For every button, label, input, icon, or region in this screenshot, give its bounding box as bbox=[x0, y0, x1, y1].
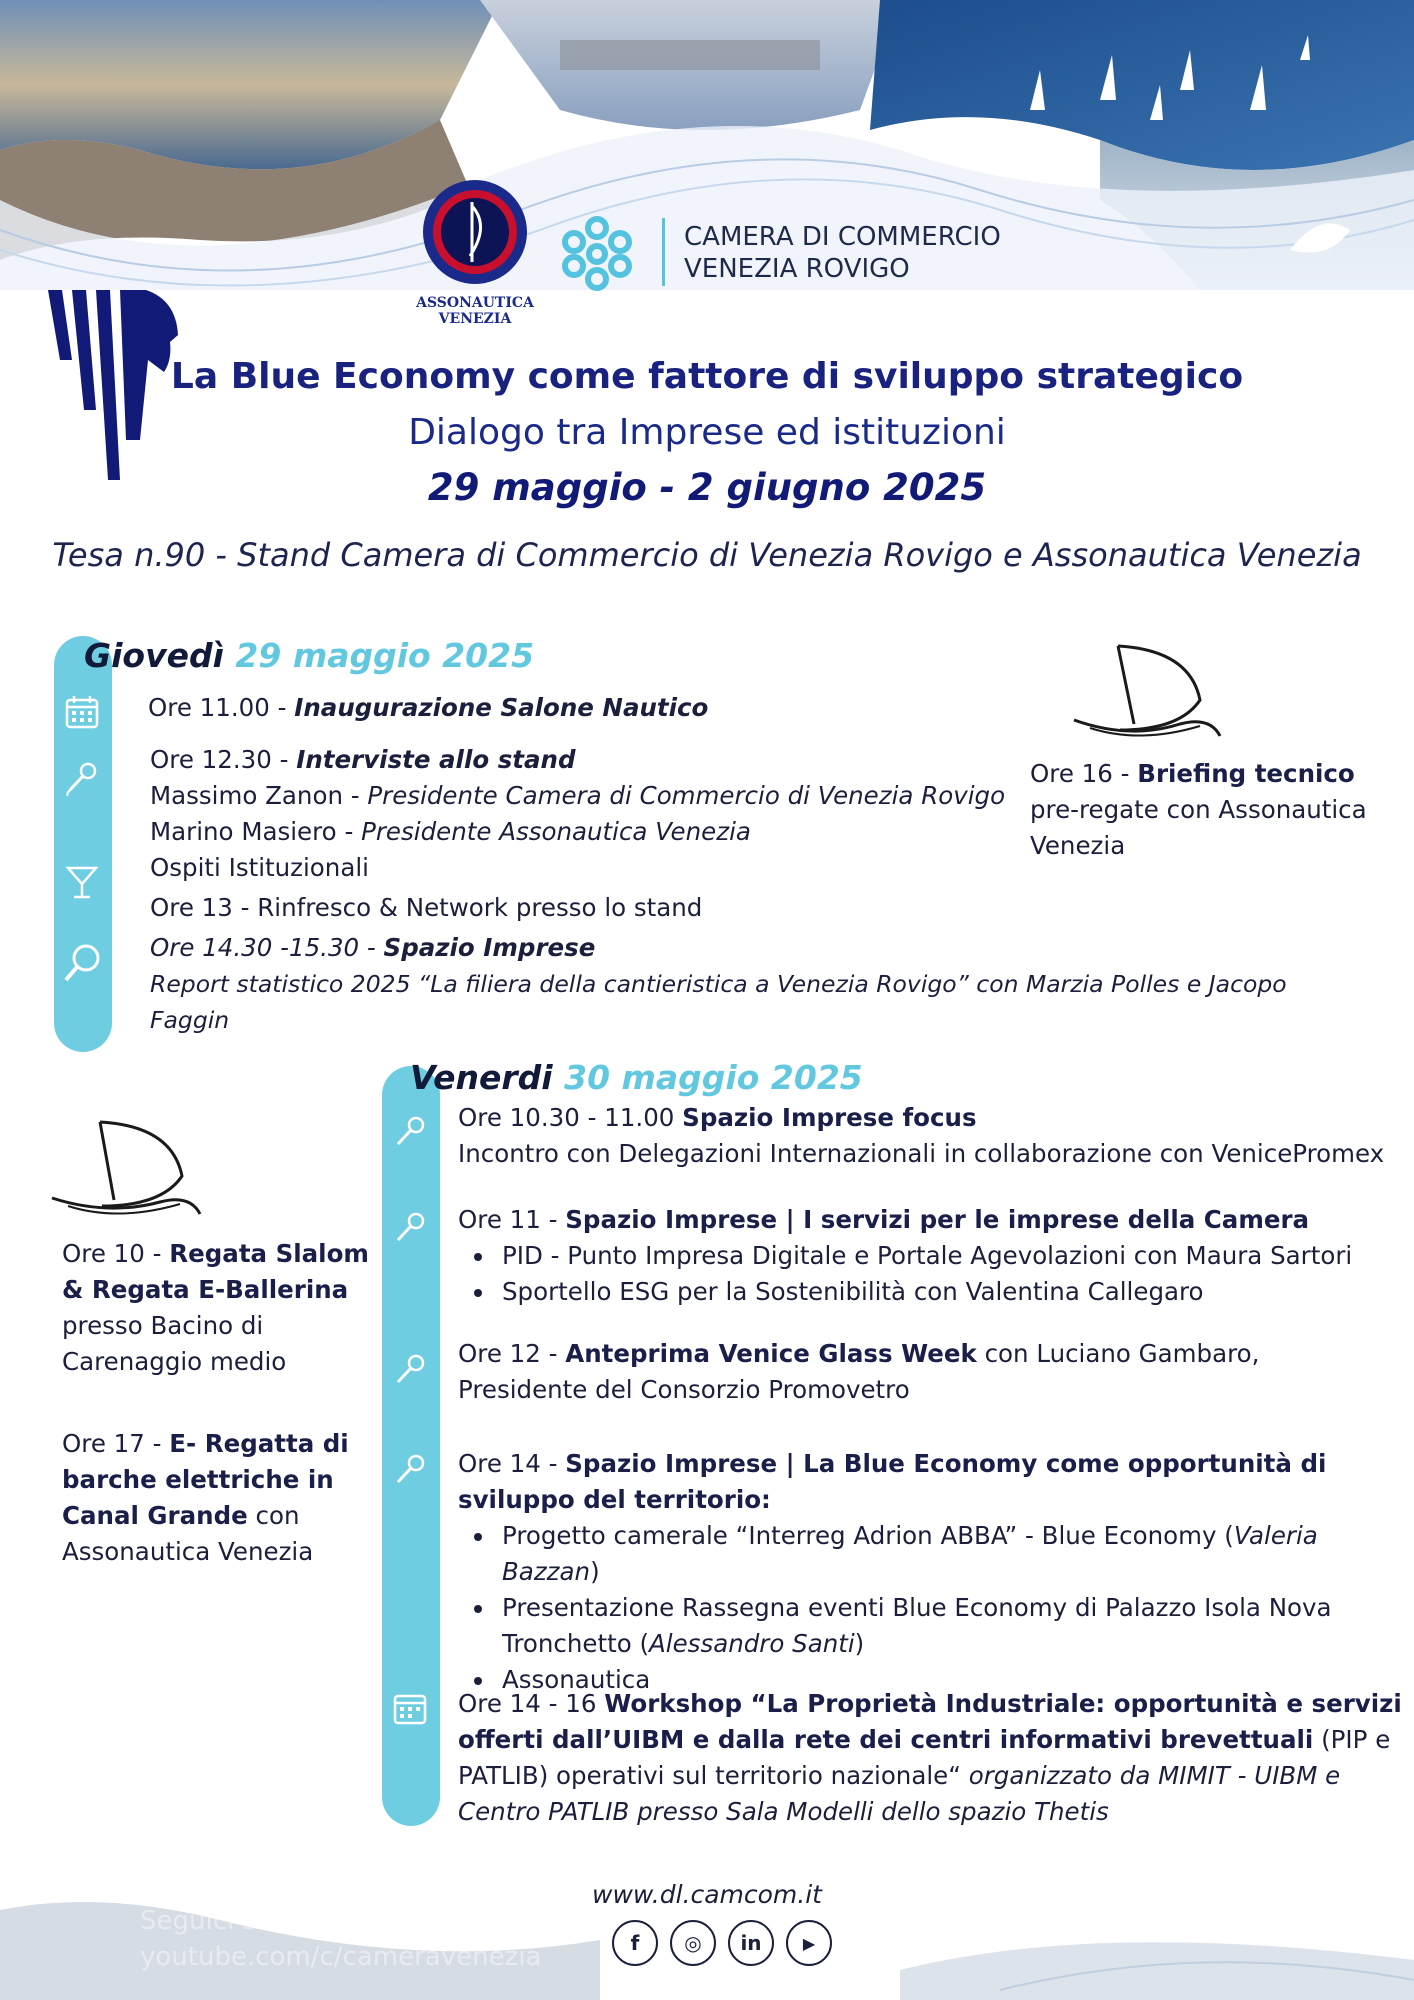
social-links bbox=[612, 1920, 832, 1966]
day2-heading bbox=[410, 1058, 863, 1097]
event-description: (PIP e PATLIB) operativi sul territorio nazionale“ bbox=[458, 1725, 1391, 1790]
event-time: Ore 11.00 - bbox=[148, 693, 295, 722]
day1-side-briefing bbox=[1030, 756, 1380, 864]
day1-weekday: Giovedì bbox=[84, 636, 224, 675]
day1-date: 29 maggio 2025 bbox=[235, 636, 535, 675]
event-description: con Assonautica Venezia bbox=[62, 1501, 314, 1566]
day2-left-regata-slalom bbox=[62, 1236, 372, 1380]
day2-event-workshop bbox=[458, 1686, 1408, 1830]
event-title: Spazio Imprese | La Blue Economy come opportunità di sviluppo del territorio: bbox=[458, 1449, 1327, 1514]
speaker-name: Massimo Zanon - bbox=[150, 781, 368, 810]
venue: Tesa n.90 - Stand Camera di Commercio di Venezia Rovigo e Assonautica Venezia bbox=[52, 536, 1362, 574]
assonautica-caption-2: VENEZIA bbox=[438, 311, 512, 327]
cocktail-glass-icon bbox=[64, 864, 100, 900]
logo-divider bbox=[662, 218, 665, 286]
event-time: Ore 11 - bbox=[458, 1205, 566, 1234]
event-title: Inaugurazione Salone Nautico bbox=[294, 693, 709, 722]
assonautica-caption-1: ASSONAUTICA bbox=[416, 295, 534, 311]
event-title: Anteprima Venice Glass Week bbox=[565, 1339, 977, 1368]
magnifier-icon bbox=[62, 942, 102, 986]
day1-event-interviste bbox=[150, 742, 1030, 886]
instagram-icon[interactable]: ◎ bbox=[670, 1920, 716, 1966]
day1-heading bbox=[84, 636, 534, 675]
event-title: Interviste allo stand bbox=[296, 745, 576, 774]
event-title: Spazio Imprese focus bbox=[682, 1103, 977, 1132]
linkedin-icon[interactable]: in bbox=[728, 1920, 774, 1966]
event-time: Ore 16 - bbox=[1030, 759, 1138, 788]
camera-line1: CAMERA DI COMMERCIO bbox=[684, 222, 1001, 252]
microphone-icon bbox=[392, 1452, 428, 1488]
speaker-role: Presidente Camera di Commercio di Venezia Rovigo bbox=[367, 781, 1006, 810]
list-item: PID - Punto Impresa Digitale e Portale Agevolazioni con Maura Sartori bbox=[502, 1238, 1398, 1274]
sailboat-icon bbox=[1070, 640, 1230, 750]
speaker-name: Valeria Bazzan bbox=[502, 1521, 1318, 1586]
list-item: Presentazione Rassegna eventi Blue Economy di Palazzo Isola Nova Tronchetto (Alessandro Santi) bbox=[502, 1590, 1408, 1662]
camera-commercio-logo bbox=[552, 212, 1032, 292]
event-time: Ore 10 - bbox=[62, 1239, 170, 1268]
list-item: Progetto camerale “Interreg Adrion ABBA” - Blue Economy (Valeria Bazzan) bbox=[502, 1518, 1408, 1590]
day1-event-spazio-imprese bbox=[150, 930, 1350, 1038]
assonautica-logo bbox=[410, 176, 540, 326]
calendar-icon bbox=[64, 694, 100, 730]
sailboat-icon bbox=[48, 1116, 208, 1226]
day2-event-blue-economy bbox=[458, 1446, 1408, 1698]
event-title: Workshop “La Proprietà Industriale: opportunità e servizi offerti dall’UIBM e dalla rete dei centri informativi brevettuali bbox=[458, 1689, 1402, 1754]
event-description: Incontro con Delegazioni Internazionali in collaborazione con VenicePromex bbox=[458, 1139, 1385, 1168]
event-title: Spazio Imprese | I servizi per le imprese della Camera bbox=[565, 1205, 1310, 1234]
speaker-guests: Ospiti Istituzionali bbox=[150, 853, 369, 882]
footer-faded-line2: youtube.com/c/cameravenezia bbox=[140, 1942, 542, 1972]
event-title: Briefing tecnico bbox=[1137, 759, 1355, 788]
event-time: Ore 10.30 - 11.00 bbox=[458, 1103, 683, 1132]
day2-weekday: Venerdi bbox=[410, 1058, 553, 1097]
event-time: Ore 17 - bbox=[62, 1429, 170, 1458]
facebook-icon[interactable]: f bbox=[612, 1920, 658, 1966]
event-description: presso Bacino di Carenaggio medio bbox=[62, 1311, 287, 1376]
speaker-role: Presidente Assonautica Venezia bbox=[361, 817, 751, 846]
speaker-name: Alessandro Santi bbox=[649, 1629, 855, 1658]
day2-event-glass-week bbox=[458, 1336, 1398, 1408]
event-title: Spazio Imprese bbox=[383, 933, 596, 962]
list-item: Assonautica bbox=[502, 1662, 1408, 1698]
event-text: Ore 13 - Rinfresco & Network presso lo stand bbox=[150, 893, 703, 922]
footer-website[interactable]: www.dl.camcom.it bbox=[592, 1880, 822, 1909]
camera-commercio-emblem-icon bbox=[552, 214, 642, 292]
day2-event-spazio-imprese-focus bbox=[458, 1100, 1398, 1172]
event-time: Ore 12.30 - bbox=[150, 745, 297, 774]
event-description: Presidente del Consorzio Promovetro bbox=[458, 1375, 910, 1404]
event-title: E- Regatta di barche elettriche in Canal Grande bbox=[62, 1429, 349, 1530]
microphone-icon bbox=[392, 1210, 428, 1246]
event-organizer: organizzato da MIMIT - UIBM e Centro PATLIB presso Sala Modelli dello spazio Thetis bbox=[458, 1761, 1341, 1826]
main-title: La Blue Economy come fattore di sviluppo strategico bbox=[170, 356, 1244, 397]
youtube-icon[interactable]: ▶ bbox=[786, 1920, 832, 1966]
event-title: Regata Slalom & Regata E-Ballerina bbox=[62, 1239, 369, 1304]
day2-event-servizi-camera bbox=[458, 1202, 1398, 1310]
event-time: Ore 14 - 16 bbox=[458, 1689, 605, 1718]
day1-event-rinfresco bbox=[150, 890, 1030, 926]
assonautica-emblem-icon bbox=[410, 176, 540, 291]
list-item: Sportello ESG per la Sostenibilità con Valentina Callegaro bbox=[502, 1274, 1398, 1310]
day1-event-inaugurazione bbox=[148, 690, 1028, 726]
day2-left-e-regatta bbox=[62, 1426, 362, 1570]
event-description: Report statistico 2025 “La filiera della cantieristica a Venezia Rovigo” con Marzia Polles e Jacopo Faggin bbox=[150, 970, 1287, 1034]
subtitle: Dialogo tra Imprese ed istituzioni bbox=[408, 412, 1006, 453]
footer-faded-line1: Seguici sui nostri canali social bbox=[140, 1906, 530, 1936]
microphone-icon bbox=[392, 1114, 428, 1150]
microphone-icon bbox=[392, 1352, 428, 1388]
event-description: con Luciano Gambaro, bbox=[976, 1339, 1260, 1368]
event-description: pre-regate con Assonautica Venezia bbox=[1030, 795, 1367, 860]
event-time: Ore 14.30 -15.30 - bbox=[150, 933, 384, 962]
event-dates: 29 maggio - 2 giugno 2025 bbox=[427, 466, 987, 509]
microphone-icon bbox=[64, 760, 100, 796]
event-time: Ore 12 - bbox=[458, 1339, 566, 1368]
speaker-name: Marino Masiero - bbox=[150, 817, 362, 846]
event-time: Ore 14 - bbox=[458, 1449, 566, 1478]
camera-line2: VENEZIA ROVIGO bbox=[684, 254, 910, 284]
day2-date: 30 maggio 2025 bbox=[564, 1058, 863, 1097]
calendar-icon bbox=[392, 1690, 428, 1726]
